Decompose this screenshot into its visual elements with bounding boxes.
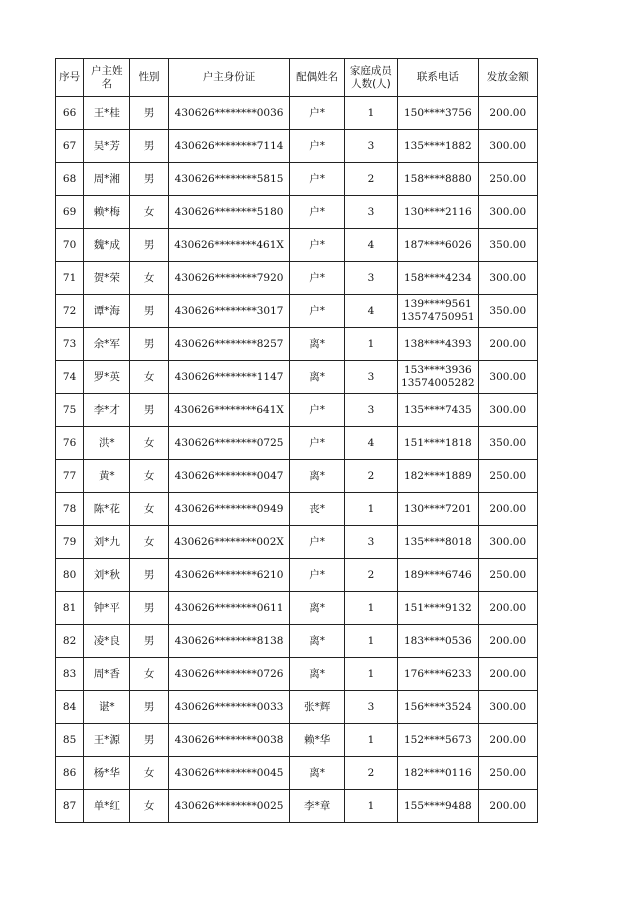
cell-spouse: 户*: [290, 229, 344, 262]
phone-primary: 135****8018: [403, 535, 472, 548]
cell-sex: 女: [130, 460, 168, 493]
header-amount: 发放金额: [478, 59, 537, 97]
phone-primary: 158****4234: [403, 271, 472, 284]
table-row: [56, 790, 538, 823]
cell-spouse: 丧*: [290, 493, 344, 526]
phone-primary: 183****0536: [403, 634, 472, 647]
header-name: [84, 59, 130, 97]
cell-family: 1: [344, 592, 397, 625]
cell-no: 69: [56, 196, 84, 229]
cell-no: 72: [56, 295, 84, 328]
phone-secondary: 13574750951: [401, 311, 475, 323]
table-row: [56, 163, 538, 196]
cell-family: 1: [344, 328, 397, 361]
table-row: [56, 361, 538, 394]
cell-no: 81: [56, 592, 84, 625]
cell-spouse: 李*章: [290, 790, 344, 823]
cell-phone: [398, 130, 479, 163]
cell-id: 430626********002X: [168, 526, 290, 559]
cell-no: 84: [56, 691, 84, 724]
table-row: [56, 658, 538, 691]
cell-id: 430626********0725: [168, 427, 290, 460]
cell-phone: [398, 163, 479, 196]
cell-phone: [398, 724, 479, 757]
cell-id: 430626********8257: [168, 328, 290, 361]
header-id: 户主身份证: [168, 59, 290, 97]
cell-amount: 200.00: [478, 658, 537, 691]
cell-no: 71: [56, 262, 84, 295]
phone-primary: 139****9561: [403, 298, 472, 310]
subsidy-table: [55, 58, 538, 823]
cell-phone: [398, 229, 479, 262]
cell-family: 2: [344, 757, 397, 790]
cell-family: 3: [344, 361, 397, 394]
cell-amount: 250.00: [478, 559, 537, 592]
cell-phone: [398, 526, 479, 559]
table-body: [56, 97, 538, 823]
cell-sex: 男: [130, 625, 168, 658]
table-row: [56, 295, 538, 328]
cell-name: 单*红: [84, 790, 130, 823]
table-row: [56, 262, 538, 295]
cell-name: 王*源: [84, 724, 130, 757]
header-phone: 联系电话: [398, 59, 479, 97]
cell-amount: 250.00: [478, 163, 537, 196]
table-row: [56, 460, 538, 493]
cell-sex: 男: [130, 691, 168, 724]
cell-amount: 300.00: [478, 394, 537, 427]
cell-family: 3: [344, 394, 397, 427]
cell-no: 77: [56, 460, 84, 493]
cell-no: 87: [56, 790, 84, 823]
cell-amount: 300.00: [478, 691, 537, 724]
cell-name: 钟*平: [84, 592, 130, 625]
cell-spouse: 离*: [290, 328, 344, 361]
cell-phone: [398, 361, 479, 394]
cell-family: 3: [344, 526, 397, 559]
cell-amount: 200.00: [478, 790, 537, 823]
cell-phone: [398, 658, 479, 691]
cell-sex: 女: [130, 361, 168, 394]
cell-no: 70: [56, 229, 84, 262]
cell-amount: 250.00: [478, 757, 537, 790]
cell-amount: 300.00: [478, 262, 537, 295]
header-name-line1: 户主姓: [91, 64, 123, 77]
phone-primary: 158****8880: [403, 172, 472, 185]
cell-spouse: 户*: [290, 196, 344, 229]
cell-amount: 200.00: [478, 328, 537, 361]
cell-amount: 350.00: [478, 229, 537, 262]
cell-sex: 男: [130, 328, 168, 361]
cell-spouse: 离*: [290, 592, 344, 625]
phone-primary: 182****1889: [403, 469, 472, 482]
cell-spouse: 离*: [290, 460, 344, 493]
cell-name: 谌*: [84, 691, 130, 724]
cell-phone: [398, 691, 479, 724]
phone-primary: 130****7201: [403, 502, 472, 515]
cell-id: 430626********7114: [168, 130, 290, 163]
phone-primary: 151****9132: [403, 601, 472, 614]
cell-name: 李*才: [84, 394, 130, 427]
cell-sex: 女: [130, 658, 168, 691]
table-row: [56, 625, 538, 658]
cell-name: 魏*成: [84, 229, 130, 262]
cell-spouse: 离*: [290, 658, 344, 691]
cell-no: 76: [56, 427, 84, 460]
cell-family: 3: [344, 196, 397, 229]
cell-no: 75: [56, 394, 84, 427]
table-row: [56, 724, 538, 757]
cell-name: 周*湘: [84, 163, 130, 196]
cell-no: 82: [56, 625, 84, 658]
cell-spouse: 户*: [290, 295, 344, 328]
cell-amount: 200.00: [478, 592, 537, 625]
phone-primary: 135****7435: [403, 403, 472, 416]
table-row: [56, 328, 538, 361]
phone-primary: 176****6233: [403, 667, 472, 680]
cell-phone: [398, 757, 479, 790]
cell-family: 2: [344, 460, 397, 493]
cell-no: 73: [56, 328, 84, 361]
table-row: [56, 427, 538, 460]
cell-name: 谭*海: [84, 295, 130, 328]
cell-spouse: 张*辉: [290, 691, 344, 724]
phone-primary: 187****6026: [403, 238, 472, 251]
cell-id: 430626********1147: [168, 361, 290, 394]
cell-spouse: 户*: [290, 130, 344, 163]
header-family-line1: 家庭成员: [349, 64, 392, 77]
cell-family: 1: [344, 493, 397, 526]
phone-primary: 151****1818: [403, 436, 472, 449]
cell-name: 余*军: [84, 328, 130, 361]
cell-family: 3: [344, 130, 397, 163]
cell-family: 3: [344, 262, 397, 295]
cell-family: 1: [344, 790, 397, 823]
header-spouse: 配偶姓名: [290, 59, 344, 97]
phone-primary: 189****6746: [403, 568, 472, 581]
cell-spouse: 户*: [290, 163, 344, 196]
cell-amount: 200.00: [478, 97, 537, 130]
cell-family: 4: [344, 427, 397, 460]
table-row: [56, 394, 538, 427]
cell-no: 86: [56, 757, 84, 790]
phone-primary: 138****4393: [403, 337, 472, 350]
cell-spouse: 离*: [290, 757, 344, 790]
cell-family: 4: [344, 295, 397, 328]
cell-id: 430626********0726: [168, 658, 290, 691]
cell-amount: 200.00: [478, 625, 537, 658]
cell-spouse: 离*: [290, 361, 344, 394]
cell-id: 430626********0025: [168, 790, 290, 823]
cell-spouse: 户*: [290, 262, 344, 295]
table-header: [56, 59, 538, 97]
cell-sex: 女: [130, 757, 168, 790]
cell-phone: [398, 394, 479, 427]
cell-phone: [398, 559, 479, 592]
cell-family: 4: [344, 229, 397, 262]
cell-name: 吴*芳: [84, 130, 130, 163]
cell-family: 2: [344, 559, 397, 592]
cell-id: 430626********0038: [168, 724, 290, 757]
cell-spouse: 离*: [290, 625, 344, 658]
cell-id: 430626********0033: [168, 691, 290, 724]
cell-id: 430626********7920: [168, 262, 290, 295]
cell-family: 2: [344, 163, 397, 196]
cell-id: 430626********0611: [168, 592, 290, 625]
cell-phone: [398, 625, 479, 658]
cell-no: 74: [56, 361, 84, 394]
cell-amount: 300.00: [478, 526, 537, 559]
header-sex: 性别: [130, 59, 168, 97]
cell-phone: [398, 262, 479, 295]
cell-id: 430626********3017: [168, 295, 290, 328]
cell-sex: 男: [130, 130, 168, 163]
cell-name: 罗*英: [84, 361, 130, 394]
header-row: [56, 59, 538, 97]
cell-sex: 女: [130, 790, 168, 823]
cell-name: 刘*秋: [84, 559, 130, 592]
cell-name: 赖*梅: [84, 196, 130, 229]
cell-phone: [398, 295, 479, 328]
table-row: [56, 526, 538, 559]
cell-id: 430626********5180: [168, 196, 290, 229]
cell-sex: 女: [130, 526, 168, 559]
cell-name: 凌*良: [84, 625, 130, 658]
cell-sex: 男: [130, 163, 168, 196]
cell-no: 79: [56, 526, 84, 559]
cell-amount: 200.00: [478, 724, 537, 757]
cell-no: 67: [56, 130, 84, 163]
cell-phone: [398, 97, 479, 130]
phone-primary: 135****1882: [403, 139, 472, 152]
table-row: [56, 559, 538, 592]
cell-spouse: 户*: [290, 427, 344, 460]
cell-no: 78: [56, 493, 84, 526]
cell-no: 68: [56, 163, 84, 196]
cell-name: 周*香: [84, 658, 130, 691]
cell-sex: 男: [130, 295, 168, 328]
cell-name: 杨*华: [84, 757, 130, 790]
cell-name: 陈*花: [84, 493, 130, 526]
cell-id: 430626********0045: [168, 757, 290, 790]
cell-sex: 男: [130, 559, 168, 592]
cell-family: 1: [344, 625, 397, 658]
cell-name: 黄*: [84, 460, 130, 493]
cell-id: 430626********641X: [168, 394, 290, 427]
phone-primary: 156****3524: [403, 700, 472, 713]
phone-primary: 150****3756: [403, 106, 472, 119]
table-row: [56, 691, 538, 724]
cell-name: 洪*: [84, 427, 130, 460]
cell-family: 1: [344, 658, 397, 691]
cell-amount: 300.00: [478, 130, 537, 163]
cell-name: 刘*九: [84, 526, 130, 559]
header-name-line2: 名: [101, 77, 113, 90]
table-row: [56, 592, 538, 625]
cell-sex: 男: [130, 724, 168, 757]
cell-family: 1: [344, 97, 397, 130]
cell-phone: [398, 493, 479, 526]
cell-phone: [398, 790, 479, 823]
cell-spouse: 户*: [290, 526, 344, 559]
cell-sex: 女: [130, 427, 168, 460]
cell-id: 430626********0949: [168, 493, 290, 526]
cell-name: 贺*荣: [84, 262, 130, 295]
phone-primary: 182****0116: [403, 766, 472, 779]
cell-id: 430626********8138: [168, 625, 290, 658]
cell-no: 66: [56, 97, 84, 130]
cell-no: 85: [56, 724, 84, 757]
cell-id: 430626********0036: [168, 97, 290, 130]
cell-id: 430626********6210: [168, 559, 290, 592]
table-row: [56, 196, 538, 229]
cell-sex: 男: [130, 97, 168, 130]
phone-primary: 130****2116: [403, 205, 472, 218]
cell-phone: [398, 592, 479, 625]
cell-sex: 男: [130, 229, 168, 262]
phone-primary: 153****3936: [403, 364, 472, 376]
header-family: [344, 59, 397, 97]
cell-spouse: 赖*华: [290, 724, 344, 757]
cell-no: 80: [56, 559, 84, 592]
cell-amount: 300.00: [478, 196, 537, 229]
cell-amount: 350.00: [478, 427, 537, 460]
cell-amount: 300.00: [478, 361, 537, 394]
header-family-line2: 人数(人): [351, 77, 391, 90]
cell-amount: 200.00: [478, 493, 537, 526]
table-row: [56, 97, 538, 130]
cell-id: 430626********461X: [168, 229, 290, 262]
cell-amount: 350.00: [478, 295, 537, 328]
cell-phone: [398, 196, 479, 229]
cell-sex: 男: [130, 394, 168, 427]
table-row: [56, 130, 538, 163]
table-row: [56, 493, 538, 526]
cell-family: 1: [344, 724, 397, 757]
cell-sex: 女: [130, 196, 168, 229]
cell-sex: 女: [130, 262, 168, 295]
cell-no: 83: [56, 658, 84, 691]
cell-spouse: 户*: [290, 394, 344, 427]
table-row: [56, 229, 538, 262]
phone-primary: 155****9488: [403, 799, 472, 812]
phone-secondary: 13574005282: [401, 377, 475, 389]
cell-id: 430626********5815: [168, 163, 290, 196]
cell-phone: [398, 427, 479, 460]
cell-sex: 女: [130, 493, 168, 526]
header-no: 序号: [56, 59, 84, 97]
cell-phone: [398, 328, 479, 361]
cell-amount: 250.00: [478, 460, 537, 493]
cell-spouse: 户*: [290, 97, 344, 130]
cell-phone: [398, 460, 479, 493]
cell-id: 430626********0047: [168, 460, 290, 493]
phone-primary: 152****5673: [403, 733, 472, 746]
table-row: [56, 757, 538, 790]
cell-spouse: 户*: [290, 559, 344, 592]
cell-family: 3: [344, 691, 397, 724]
cell-sex: 男: [130, 592, 168, 625]
cell-name: 王*桂: [84, 97, 130, 130]
